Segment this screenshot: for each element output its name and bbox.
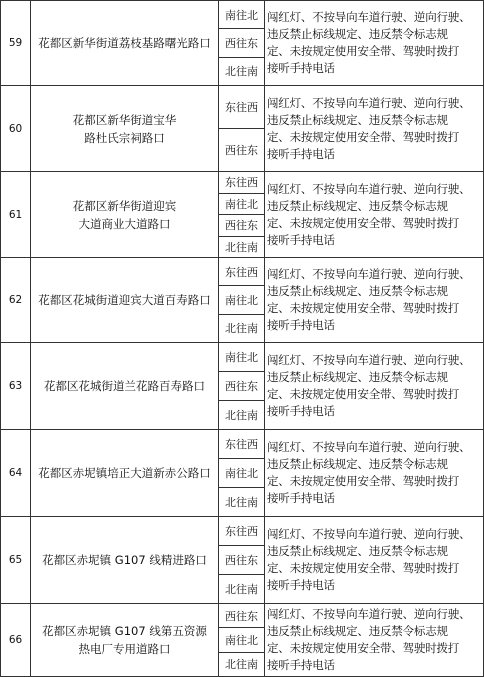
violation-types [265, 604, 484, 676]
direction-list [218, 517, 265, 603]
row-number: 62 [0, 258, 30, 342]
violation-text: 闯红灯、不按导向车道行驶、逆向行驶、 违反禁止标线规定、违反禁令标志规 定、未按规定使用安全带、驾驶时拨打 接听手持电话 [267, 267, 471, 332]
row-number: 65 [0, 517, 30, 603]
direction-cell: 西往东 [219, 29, 264, 57]
table-row [0, 343, 484, 430]
direction-list [218, 343, 265, 429]
direction-cell: 南往北 [219, 1, 264, 29]
direction-cell: 北往南 [225, 322, 258, 336]
table-row [0, 0, 484, 86]
row-number: 66 [0, 604, 30, 676]
intersection-location: 花都区新华街道宝华 路杜氏宗祠路口 [30, 86, 218, 171]
row-number: 60 [0, 86, 30, 171]
table-row [0, 604, 484, 677]
direction-cell: 南往北 [219, 459, 264, 488]
direction-cell: 东往西 [219, 517, 264, 546]
violation-types [265, 343, 484, 429]
violation-text: 闯红灯、不按导向车道行驶、逆向行驶、 违反禁止标线规定、违反禁令标志规 定、未按规定使用安全带、驾驶时拨打 接听手持电话 [267, 607, 471, 672]
violation-text: 闯红灯、不按导向车道行驶、逆向行驶、 违反禁止标线规定、违反禁令标志规 定、未按规定使用安全带、驾驶时拨打 接听手持电话 [267, 95, 471, 161]
table-row [0, 258, 484, 343]
table-row [0, 86, 484, 172]
intersection-location: 花都区新华街道迎宾 大道商业大道路口 [30, 172, 218, 257]
intersection-location: 花都区新华街道荔枝基路曙光路口 [30, 1, 218, 85]
table-row [0, 172, 484, 258]
direction-list [218, 172, 265, 257]
direction-cell: 东往西 [219, 172, 264, 194]
direction-cell: 南往北 [219, 194, 264, 216]
direction-cell: 南往北 [219, 286, 264, 314]
direction-cell: 北往南 [225, 65, 258, 79]
direction-list [218, 430, 265, 516]
violation-types [265, 172, 484, 257]
direction-cell: 南往北 [219, 343, 264, 372]
violation-text: 闯红灯、不按导向车道行驶、逆向行驶、 违反禁止标线规定、违反禁令标志规 定、未按规定使用安全带、驾驶时拨打 接听手持电话 [267, 353, 471, 418]
violation-types [265, 517, 484, 603]
direction-cell: 北往南 [225, 409, 258, 422]
table-row [0, 517, 484, 604]
violation-text: 闯红灯、不按导向车道行驶、逆向行驶、 违反禁止标线规定、违反禁令标志规 定、未按规定使用安全带、驾驶时拨打 接听手持电话 [267, 181, 471, 247]
violation-text: 闯红灯、不按导向车道行驶、逆向行驶、 违反禁止标线规定、违反禁令标志规 定、未按规定使用安全带、驾驶时拨打 接听手持电话 [267, 10, 471, 75]
direction-cell: 西往东 [219, 604, 264, 628]
intersection-location: 花都区赤坭镇 G107 线第五资源 热电厂专用道路口 [30, 604, 218, 676]
direction-list [218, 258, 265, 342]
direction-cell: 西往东 [219, 546, 264, 575]
violation-text: 闯红灯、不按导向车道行驶、逆向行驶、 违反禁止标线规定、违反禁令标志规 定、未按规定使用安全带、驾驶时拨打 接听手持电话 [267, 440, 471, 505]
row-number: 61 [0, 172, 30, 257]
intersection-location: 花都区赤坭镇 G107 线精进路口 [30, 517, 218, 603]
intersection-location: 花都区赤坭镇培正大道新赤公路口 [30, 430, 218, 516]
direction-cell: 北往南 [225, 496, 258, 509]
direction-list [218, 604, 265, 676]
intersection-location: 花都区花城街道迎宾大道百寿路口 [30, 258, 218, 342]
violation-text: 闯红灯、不按导向车道行驶、逆向行驶、 违反禁止标线规定、违反禁令标志规 定、未按规定使用安全带、驾驶时拨打 接听手持电话 [267, 527, 471, 592]
violation-types [265, 430, 484, 516]
row-number: 63 [0, 343, 30, 429]
direction-cell: 北往南 [225, 658, 258, 672]
table-row [0, 430, 484, 517]
intersection-location: 花都区花城街道兰花路百寿路口 [30, 343, 218, 429]
violation-types [265, 258, 484, 342]
direction-cell: 北往南 [225, 240, 258, 254]
direction-cell: 西往东 [219, 372, 264, 401]
violation-types [265, 1, 484, 85]
direction-cell: 东往西 [219, 86, 264, 129]
row-number: 64 [0, 430, 30, 516]
direction-cell: 东往西 [219, 430, 264, 459]
direction-cell: 北往南 [225, 583, 258, 596]
direction-list [218, 86, 265, 171]
row-number: 59 [0, 1, 30, 85]
direction-cell: 西往东 [225, 144, 258, 157]
direction-cell: 南往北 [219, 628, 264, 652]
direction-cell: 东往西 [219, 258, 264, 286]
direction-cell: 西往东 [219, 215, 264, 237]
direction-list [218, 1, 265, 85]
violation-types [265, 86, 484, 171]
